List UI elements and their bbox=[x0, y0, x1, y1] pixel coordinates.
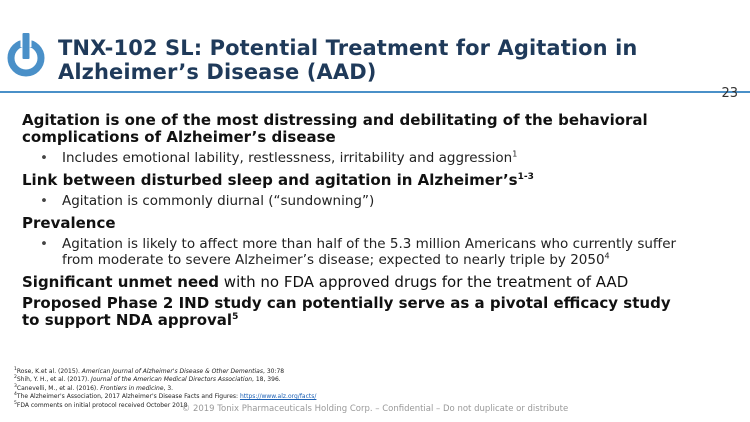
heading-text: Link between disturbed sleep and agitation in Alzheimer’s bbox=[22, 171, 518, 189]
ref-text: FDA comments on initial protocol received October 2018 bbox=[16, 401, 188, 409]
footnote-ref: 1 bbox=[512, 149, 518, 159]
bullet-prevalence bbox=[22, 236, 732, 268]
reference-3 bbox=[14, 385, 614, 393]
heading-phase2-line-2: to support NDA approval bbox=[22, 311, 233, 329]
title-divider bbox=[0, 91, 750, 93]
bullet-text: Agitation is commonly diurnal (“sundowning”) bbox=[62, 193, 375, 209]
ref-text: , 3. bbox=[163, 384, 174, 392]
title-line-1: TNX-102 SL: Potential Treatment for Agitation in bbox=[58, 36, 638, 60]
bullet-emotional-lability bbox=[22, 150, 732, 166]
bullet-sundowning bbox=[22, 193, 732, 209]
heading-bold-text: Significant unmet need bbox=[22, 273, 220, 291]
heading-phase2-line-1: Proposed Phase 2 IND study can potentially serve as a pivotal efficacy study bbox=[22, 294, 671, 312]
ref-number: 1 bbox=[14, 367, 17, 372]
slide-number: 23 bbox=[721, 86, 738, 101]
ref-link[interactable]: https://www.alz.org/facts/ bbox=[239, 393, 317, 401]
footnote-ref: 1-3 bbox=[517, 172, 534, 182]
title-line-2: Alzheimer’s Disease (AAD) bbox=[58, 60, 377, 84]
ref-text: Rose, K.et al. (2015). bbox=[16, 368, 82, 375]
slide-body bbox=[22, 112, 732, 333]
bullet-text: Includes emotional lability, restlessness, irritability and aggression bbox=[62, 150, 513, 166]
heading-sleep-link bbox=[22, 172, 732, 189]
ref-number: 4 bbox=[14, 392, 17, 398]
heading-unmet-need bbox=[22, 274, 732, 291]
bullet-text-line-2: from moderate to severe Alzheimer’s disease; expected to nearly triple by 2050 bbox=[62, 252, 605, 268]
heading-prevalence: Prevalence bbox=[22, 214, 116, 232]
heading-agitation-line-2: complications of Alzheimer’s disease bbox=[22, 128, 336, 146]
ref-text: The Alzheimer's Association, 2017 Alzheimer's Disease Facts and Figures: bbox=[16, 393, 240, 401]
bullet-text-line-1: • Agitation is likely to affect more than half of the 5.3 million Americans who currently suffer bbox=[62, 236, 677, 252]
ref-text: , 30:78 bbox=[263, 368, 285, 375]
footnote-ref: 4 bbox=[604, 251, 610, 261]
heading-normal-text: with no FDA approved drugs for the treatment of AAD bbox=[219, 273, 629, 291]
slide-title bbox=[58, 36, 738, 84]
ref-number: 5 bbox=[14, 400, 17, 406]
ref-journal: American Journal of Alzheimer's Disease & Other Dementias bbox=[81, 368, 263, 375]
reference-4 bbox=[14, 393, 614, 401]
heading-agitation bbox=[22, 112, 732, 146]
reference-2 bbox=[14, 376, 614, 384]
ref-text: , 18, 396. bbox=[252, 376, 281, 384]
footnote-ref: 5 bbox=[232, 312, 239, 322]
ref-text: Canevelli, M., et al. (2016). bbox=[16, 384, 101, 392]
ref-text: Shih, Y. H., et al. (2017). bbox=[16, 376, 92, 384]
ref-number: 2 bbox=[14, 375, 17, 381]
ref-journal: Journal of the American Medical Directors Association bbox=[91, 376, 253, 384]
ref-number: 3 bbox=[14, 383, 17, 389]
confidentiality-footer: © 2019 Tonix Pharmaceuticals Holding Corp. – Confidential – Do not duplicate or distribute bbox=[181, 404, 569, 414]
ref-journal: Frontiers in medicine bbox=[100, 384, 164, 392]
power-icon bbox=[6, 31, 46, 81]
heading-agitation-line-1: Agitation is one of the most distressing and debilitating of the behavioral bbox=[22, 111, 648, 129]
heading-phase2 bbox=[22, 295, 732, 329]
